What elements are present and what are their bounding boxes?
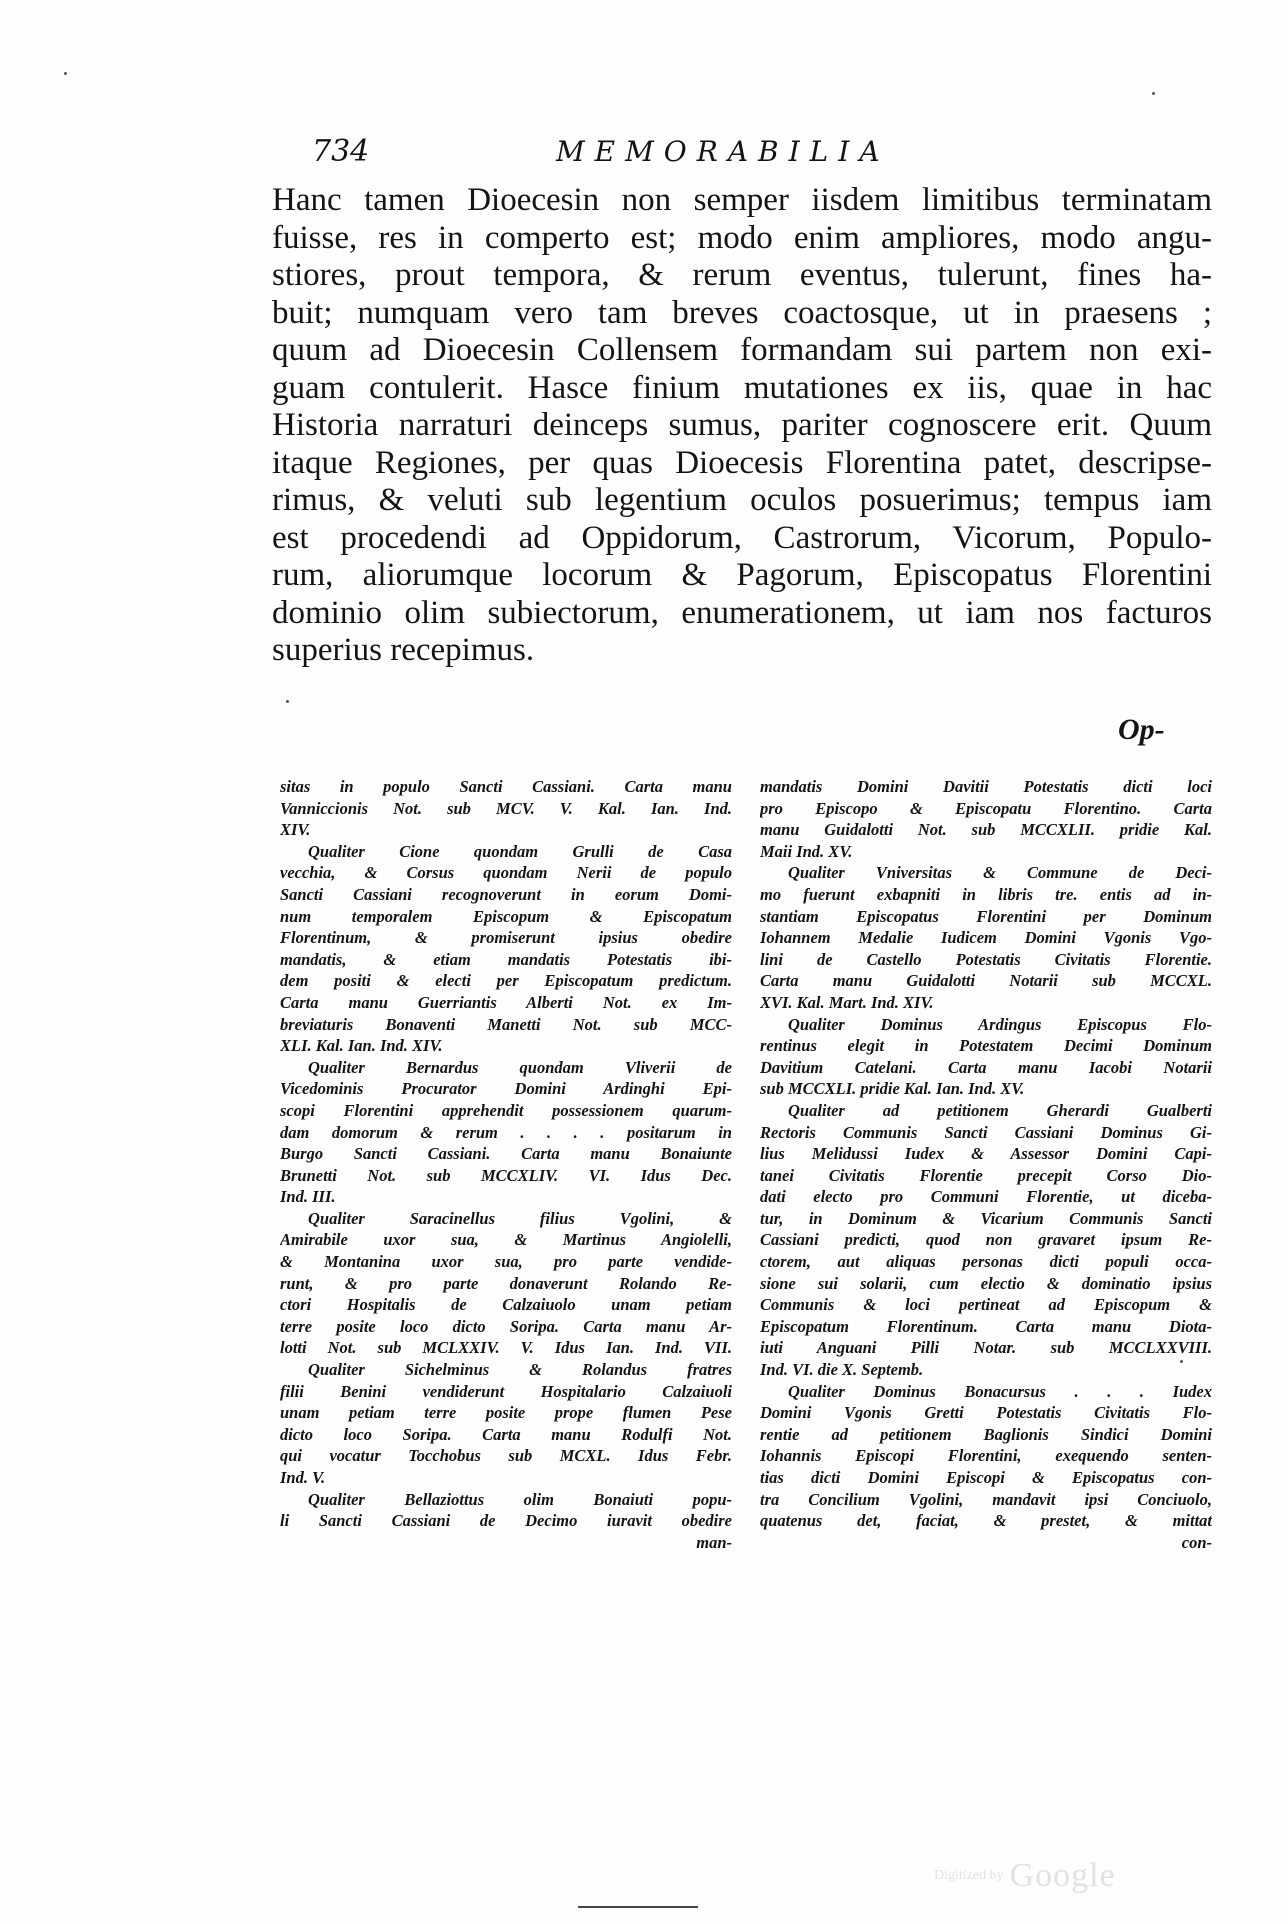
note-line: Sancti Cassiani recognoverunt in eorum Domi-: [280, 884, 732, 904]
note-line: rentie ad petitionem Baglionis Sindici Domini: [760, 1424, 1212, 1444]
note-line: scopi Florentini apprehendit possessionem quarum-: [280, 1100, 732, 1120]
note-line: iuti Anguani Pilli Notar. sub MCCLXXVIII.: [760, 1338, 1212, 1358]
note-line: vecchia, & Corsus quondam Nerii de populo: [280, 863, 732, 883]
main-text-line: stiores, prout tempora, & rerum eventus, tulerunt, fines ha-: [272, 257, 1212, 293]
note-line: dem positi & electi per Episcopatum predictum.: [280, 971, 732, 991]
main-text-line: rum, aliorumque locorum & Pagorum, Episcopatus Florentini: [272, 557, 1212, 593]
note-line: manu Guidalotti Not. sub MCCXLII. pridie Kal.: [760, 820, 1212, 840]
note-line: mandatis Domini Davitii Potestatis dicti loci: [760, 777, 1212, 796]
note-line: Amirabile uxor sua, & Martinus Angiolelli,: [280, 1230, 732, 1250]
note-line: Ind. V.: [280, 1468, 326, 1487]
note-catchword: con-: [1181, 1532, 1212, 1552]
note-line: Qualiter Vniversitas & Commune de Deci-: [788, 863, 1212, 883]
note-line: tra Concilium Vgolini, mandavit ipsi Conciuolo,: [760, 1489, 1212, 1509]
watermark-logo: Google: [1009, 1857, 1116, 1894]
main-text-line: guam contulerit. Hasce finium mutationes ex iis, quae in hac: [272, 369, 1212, 406]
main-text-line: rimus, & veluti sub legentium oculos posuerimus; tempus iam: [272, 482, 1212, 518]
note-line: mandatis, & etiam mandatis Potestatis ibi-: [280, 949, 732, 969]
note-catchword: man-: [696, 1532, 732, 1552]
notes-column-left: [280, 776, 732, 1553]
main-text-line: buit; numquam vero tam breves coactosque, ut in praesens ;: [272, 294, 1212, 331]
note-line: Rectoris Communis Sancti Cassiani Dominus Gi-: [760, 1122, 1212, 1142]
note-line: Qualiter Saracinellus filius Vgolini, &: [308, 1208, 732, 1228]
note-line: Carta manu Guidalotti Notarii sub MCCXL.: [760, 971, 1212, 991]
main-text-line: Hanc tamen Dioecesin non semper iisdem limitibus terminatam: [272, 182, 1212, 218]
note-line: Burgo Sancti Cassiani. Carta manu Bonaiunte: [280, 1144, 732, 1164]
notes-column-right: [760, 776, 1212, 1553]
note-line: XVI. Kal. Mart. Ind. XIV.: [760, 992, 934, 1012]
note-line: lotti Not. sub MCLXXIV. V. Idus Ian. Ind. VII.: [280, 1338, 732, 1358]
note-line: Brunetti Not. sub MCCXLIV. VI. Idus Dec.: [280, 1165, 732, 1185]
note-line: Communis & loci pertineat ad Episcopum &: [760, 1295, 1212, 1315]
main-text-line: superius recepimus.: [272, 632, 535, 668]
bottom-divider: [578, 1906, 698, 1908]
main-paragraph: [272, 182, 1212, 670]
note-line: ctorem, aut aliquas personas dicti populi occa-: [760, 1252, 1212, 1272]
note-line: Qualiter Sichelminus & Rolandus fratres: [308, 1360, 732, 1380]
note-line: tur, in Dominum & Vicarium Communis Sancti: [760, 1208, 1212, 1228]
note-line: num temporalem Episcopum & Episcopatum: [280, 906, 732, 926]
paper-speck: [286, 700, 289, 703]
note-line: Qualiter Dominus Bonacursus . . . Iudex: [788, 1381, 1212, 1401]
digitization-watermark: [934, 1856, 1194, 1896]
note-line: breviaturis Bonaventi Manetti Not. sub MCC-: [280, 1014, 732, 1034]
note-line: stantiam Episcopatus Florentini per Dominum: [760, 906, 1212, 926]
page-header: [312, 132, 952, 172]
page-number: 734: [312, 134, 370, 169]
note-line: Qualiter ad petitionem Gherardi Gualberti: [788, 1100, 1212, 1120]
note-line: sitas in populo Sancti Cassiani. Carta manu: [280, 777, 732, 796]
note-line: terre posite loco dicto Soripa. Carta manu Ar-: [280, 1316, 732, 1336]
note-line: Domini Vgonis Gretti Potestatis Civitatis Flo-: [760, 1403, 1212, 1423]
catchword: Op-: [1118, 713, 1165, 746]
note-line: Cassiani predicti, quod non gravaret ipsum Re-: [760, 1230, 1212, 1250]
note-line: Maii Ind. XV.: [760, 841, 853, 861]
note-line: Qualiter Bellaziottus olim Bonaiuti popu-: [308, 1489, 732, 1509]
paper-speck: [64, 72, 67, 75]
note-line: pro Episcopo & Episcopatu Florentino. Carta: [760, 798, 1212, 818]
note-line: li Sancti Cassiani de Decimo iuravit obedire: [280, 1511, 732, 1531]
note-line: Florentinum, & promiserunt ipsius obedire: [280, 928, 732, 948]
note-line: filii Benini vendiderunt Hospitalario Calzaiuoli: [280, 1381, 732, 1401]
main-text-line: dominio olim subiectorum, enumerationem, ut iam nos facturos: [272, 594, 1212, 631]
note-line: mo fuerunt exbapniti in libris tre. entis ad in-: [760, 884, 1212, 904]
note-line: dam domorum & rerum . . . . positarum in: [280, 1122, 732, 1142]
running-title: MEMORABILIA: [556, 135, 890, 168]
note-line: dicto loco Soripa. Carta manu Rodulfi Not.: [280, 1424, 732, 1444]
note-line: quatenus det, faciat, & prestet, & mittat: [760, 1511, 1212, 1531]
note-line: sione sui solarii, cum electio & dominatio ipsius: [760, 1273, 1212, 1293]
note-line: sub MCCXLI. pridie Kal. Ian. Ind. XV.: [760, 1079, 1025, 1099]
watermark-prefix: Digitized by: [934, 1868, 1004, 1883]
main-text-line: itaque Regiones, per quas Dioecesis Florentina patet, descripse-: [272, 444, 1212, 481]
main-text-line: Historia narraturi deinceps sumus, pariter cognoscere erit. Quum: [272, 407, 1212, 443]
note-line: XLI. Kal. Ian. Ind. XIV.: [280, 1036, 443, 1056]
note-line: Davitium Catelani. Carta manu Iacobi Notarii: [760, 1057, 1212, 1077]
note-line: Iohannem Medalie Iudicem Domini Vgonis Vgo-: [760, 928, 1212, 948]
note-line: unam petiam terre posite prope flumen Pese: [280, 1403, 732, 1423]
note-line: Episcopatum Florentinum. Carta manu Diota-: [760, 1316, 1212, 1336]
note-line: lius Melidussi Iudex & Assessor Domini Capi-: [760, 1144, 1212, 1164]
note-line: runt, & pro parte donaverunt Rolando Re-: [280, 1273, 732, 1293]
note-line: Iohannis Episcopi Florentini, exequendo senten-: [760, 1446, 1212, 1466]
main-text-line: quum ad Dioecesin Collensem formandam sui partem non exi-: [272, 332, 1212, 368]
note-line: Qualiter Bernardus quondam Vliverii de: [308, 1057, 732, 1077]
note-line: tanei Civitatis Florentie precepit Corso Dio-: [760, 1165, 1212, 1185]
note-line: Qualiter Dominus Ardingus Episcopus Flo-: [788, 1014, 1212, 1034]
note-line: qui vocatur Tocchobus sub MCXL. Idus Febr.: [280, 1446, 732, 1466]
main-text-line: fuisse, res in comperto est; modo enim ampliores, modo angu-: [272, 219, 1212, 256]
note-line: XIV.: [280, 820, 311, 840]
note-line: rentinus elegit in Potestatem Decimi Dominum: [760, 1036, 1212, 1056]
note-line: Vicedominis Procurator Domini Ardinghi Epi-: [280, 1079, 732, 1099]
note-line: ctori Hospitalis de Calzaiuolo unam petiam: [280, 1295, 732, 1315]
notes-section: [272, 776, 1212, 1656]
note-line: Ind. VI. die X. Septemb.: [760, 1360, 924, 1380]
note-line: dati electo pro Communi Florentie, ut diceba-: [760, 1187, 1212, 1207]
note-line: Carta manu Guerriantis Alberti Not. ex Im-: [280, 992, 732, 1012]
main-text-line: est procedendi ad Oppidorum, Castrorum, Vicorum, Populo-: [272, 519, 1212, 556]
paper-speck: [1152, 92, 1155, 95]
note-line: Ind. III.: [280, 1187, 336, 1207]
note-line: lini de Castello Potestatis Civitatis Florentie.: [760, 949, 1212, 969]
note-line: Vanniccionis Not. sub MCV. V. Kal. Ian. Ind.: [280, 798, 732, 818]
note-line: tias dicti Domini Episcopi & Episcopatus con-: [760, 1468, 1212, 1487]
note-line: & Montanina uxor sua, pro parte vendide-: [280, 1252, 732, 1272]
note-line: Qualiter Cione quondam Grulli de Casa: [308, 841, 732, 861]
